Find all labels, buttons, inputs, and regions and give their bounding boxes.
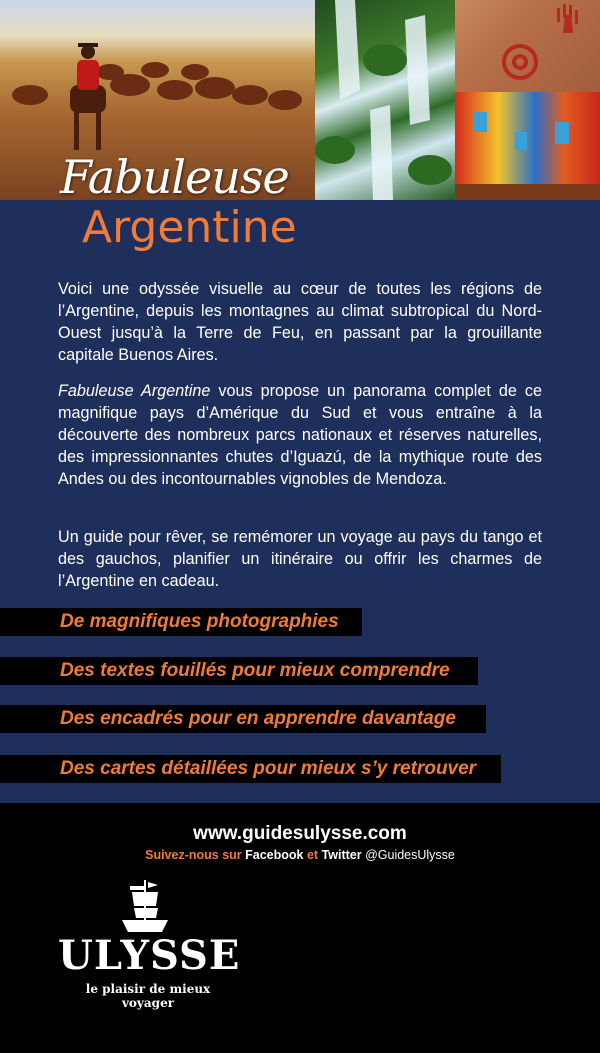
description-paragraph-2-text: vous propose un panorama complet de ce magnifique pays d’Amérique du Sud et vous entraîne à la découverte des nombreux parcs nationaux et réserves naturelles, des impressionnantes chutes d’Iguazú, de la mythique route des Andes ou des incontournables vignobles de Mendoza.: [58, 382, 542, 488]
twitter-handle: @GuidesUlysse: [361, 848, 455, 862]
ulysse-logo-text: ULYSSE: [58, 932, 241, 979]
ship-icon: [120, 878, 170, 936]
photo-colorful-houses: [455, 92, 600, 200]
book-title-italic: Fabuleuse Argentine: [58, 382, 211, 400]
feature-item: Des cartes détaillées pour mieux s’y retrouver: [0, 755, 501, 783]
title-line-2: Argentine: [82, 202, 297, 253]
twitter-link[interactable]: Twitter: [321, 848, 362, 862]
feature-item: Des encadrés pour en apprendre davantage: [0, 705, 486, 733]
description-paragraph-2: [58, 380, 542, 490]
title-line-1: Fabuleuse: [60, 150, 289, 204]
follow-prefix: Suivez-nous sur: [145, 848, 246, 862]
social-follow-line: [0, 848, 600, 862]
photo-rock-art: [455, 0, 600, 92]
feature-item: Des textes fouillés pour mieux comprendre: [0, 657, 478, 685]
description-paragraph-3: Un guide pour rêver, se remémorer un voyage au pays du tango et des gauchos, planifier un itinéraire ou offrir les charmes de l’Argentine en cadeau.: [58, 528, 542, 590]
follow-and: et: [303, 848, 322, 862]
facebook-link[interactable]: Facebook: [245, 848, 304, 862]
description-paragraph-1: Voici une odyssée visuelle au cœur de toutes les régions de l’Argentine, depuis les montagnes au climat subtropical du Nord-Ouest jusqu’à la Terre de Feu, en passant par la grouillante capitale Buenos Aires.: [58, 280, 542, 364]
website-link[interactable]: www.guidesulysse.com: [193, 823, 407, 844]
feature-item: De magnifiques photographies: [0, 608, 362, 636]
brand-tagline: le plaisir de mieux voyager: [85, 982, 211, 1010]
